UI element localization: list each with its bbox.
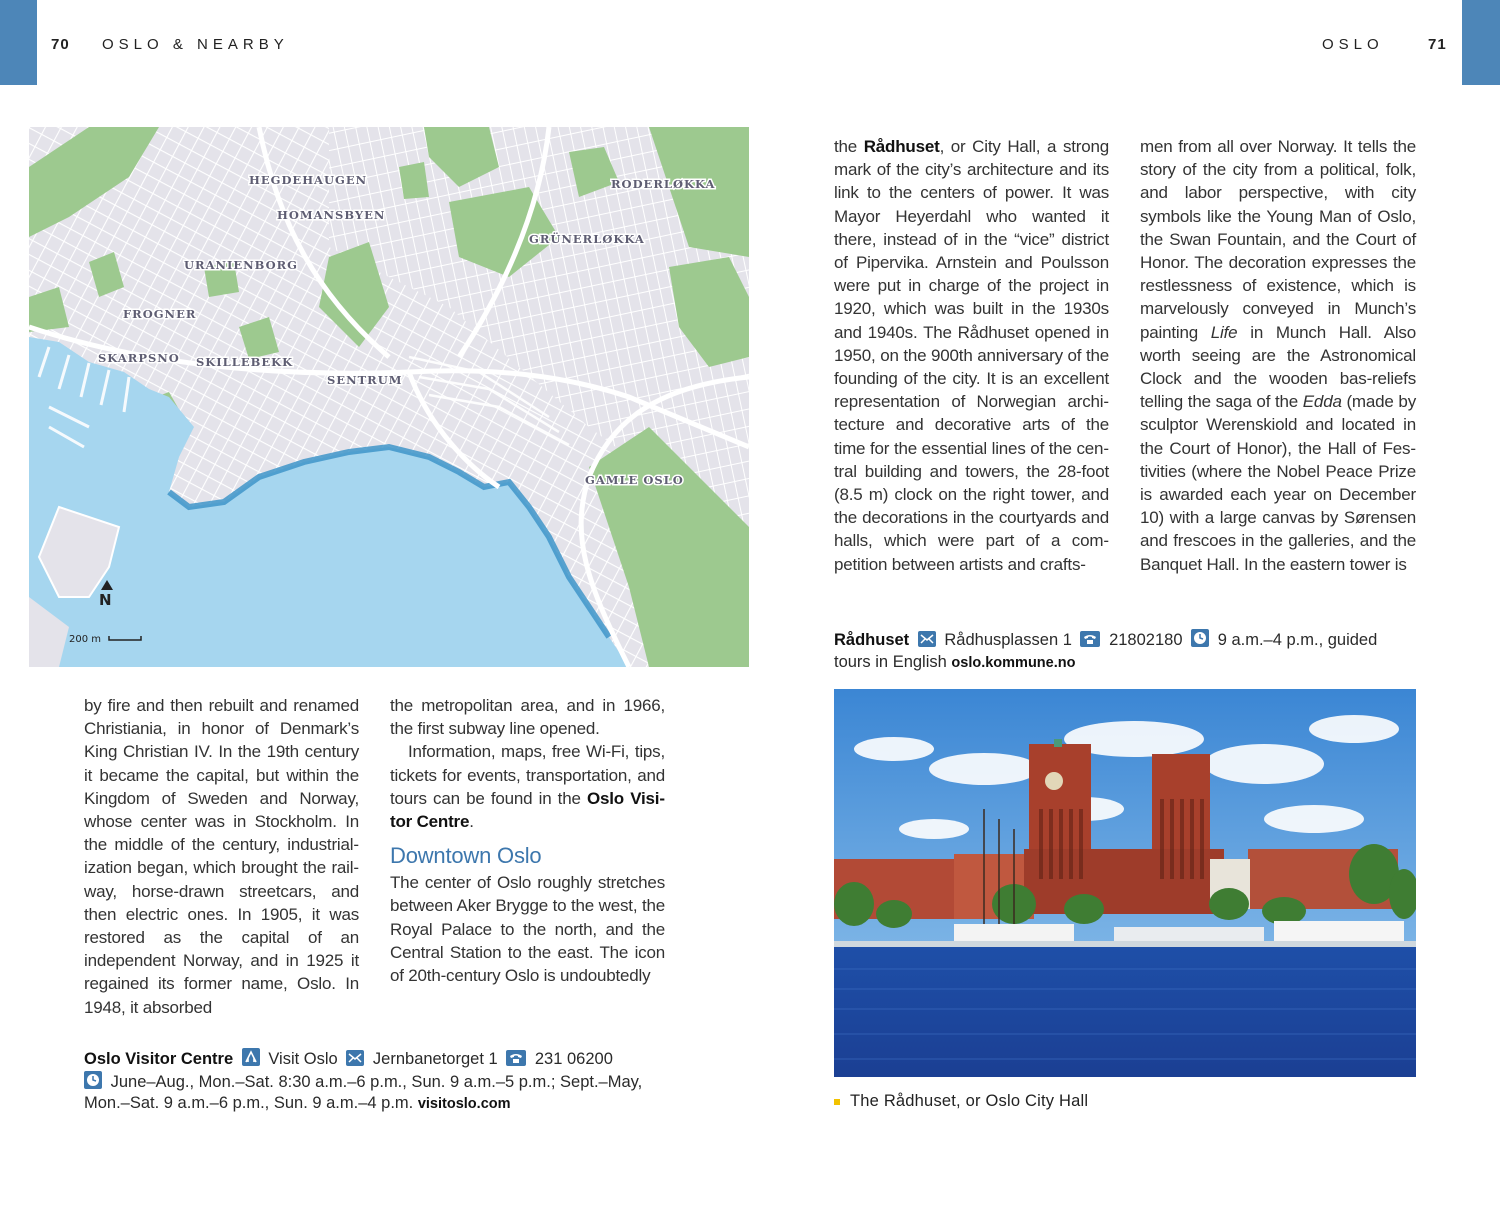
right-page-number: 71: [1428, 36, 1447, 53]
visitor-centre-website[interactable]: visitoslo.com: [417, 1096, 511, 1112]
radhuset-name: Rådhuset: [834, 631, 910, 649]
paragraph: Information, maps, free Wi-Fi, tips, tickets for events, transportation, and tours can be found in the Oslo Visitor Centre.: [390, 742, 665, 832]
right-running-head: OSLO: [1322, 36, 1384, 53]
right-page-tab: [1462, 0, 1500, 85]
visitor-centre-info: [84, 1048, 664, 1116]
caption-text: The Rådhuset, or Oslo City Hall: [850, 1092, 1089, 1110]
city-hall-photo: [834, 689, 1416, 1077]
paragraph: the Rådhuset, or City Hall, a strong mark of the city’s architecture and its link to the centers of power. It was Mayor Heyerdahl who wanted it there, instead of in the “vice” district of Pipervika. Arnstein and Poulsson were put in charge of the project in 1920, which was built in the 1930s and 1940s. The Rådhuset opened in 1950, on the 900th anniversary of the founding of the city. It is an excellent representation of Norwegian architecture and decorative arts of the time for the essential lines of the central building and towers, the 28-foot (8.5 m) clock on the right tower, and the decorations in the courtyards and halls, which were part of a competition between artists and crafts-: [834, 137, 1109, 574]
metro-icon: [242, 1048, 260, 1066]
map-label-uranienborg: URANIENBORG: [184, 258, 299, 272]
map-label-homansbyen: HOMANSBYEN: [277, 208, 386, 222]
left-page-tab: [0, 0, 37, 85]
scale-label: 200 m: [69, 634, 102, 645]
visitor-centre-name: Oslo Visitor Centre: [84, 1050, 234, 1068]
envelope-icon: [918, 631, 936, 647]
envelope-icon: [346, 1050, 364, 1066]
map-label-hegdehaugen: HEGDEHAUGEN: [249, 173, 368, 187]
telephone-icon: [506, 1050, 526, 1066]
oslo-map: [29, 127, 749, 667]
map-label-skarpsno: SKARPSNO: [98, 351, 180, 365]
paragraph: men from all over Norway. It tells the story of the city from a political, folk, and labor perspective, with city symbols like the Young Man of Oslo, the Swan Fountain, and the Court of Honor. The decoration expresses the restlessness of existence, which is marvelously conveyed in Munch’s painting Life in Munch Hall. Also worth seeing are the Astronomical Clock and the wooden bas-reliefs telling the saga of the Edda (made by sculptor Werenskiold and located in the Court of Honor), the Hall of Festivities (where the Nobel Peace Prize is awarded each year on December 10) with a large canvas by Sørensen and frescoes in the galleries, and the Banquet Hall. In the eastern tower is: [1140, 137, 1416, 574]
right-column-1: [834, 135, 1109, 576]
paragraph: by fire and then rebuilt and renamed Christiania, in honor of Denmark’s King Christian IV. In the 19th century it became the capital, but within the Kingdom of Sweden and Norway, whose center was in Stockholm. In the middle of the century, industrialization began, which brought the railway, horse-drawn streetcars, and then electric ones. In 1905, it was restored as the capital of an independent Norway, and in 1925 it regained its former name, Oslo. In 1948, it absorbed: [84, 696, 359, 1017]
radhuset-hours: 9 a.m.–4 p.m., guided tours in English: [834, 631, 1378, 671]
photo-caption: [834, 1092, 1088, 1111]
map-label-skillebekk: SKILLEBEKK: [196, 355, 294, 369]
visitor-centre-phone: 231 06200: [534, 1050, 613, 1068]
telephone-icon: [1080, 631, 1100, 647]
section-heading: Downtown Oslo: [390, 843, 542, 869]
left-column-1: [84, 694, 359, 1019]
radhuset-phone: 21802180: [1109, 631, 1183, 649]
paragraph: the metropolitan area, and in 1966, the first subway line opened.: [390, 696, 665, 739]
radhuset-info: [834, 629, 1416, 674]
left-column-2: [390, 694, 665, 987]
clock-icon: [84, 1071, 102, 1089]
radhuset-address: Rådhusplassen 1: [944, 631, 1072, 649]
visitor-centre-transit: Visit Oslo: [268, 1050, 338, 1068]
left-page-number: 70: [51, 36, 70, 53]
map-label-grunerlokka: GRÜNERLØKKA: [529, 232, 645, 246]
radhuset-website[interactable]: oslo.kommune.no: [951, 654, 1076, 671]
map-label-roderlokka: RODERLØKKA: [611, 177, 716, 191]
paragraph: The center of Oslo roughly stretches between Aker Brygge to the west, the Royal Palace to the north, and the Central Station to the east. The icon of 20th-century Oslo is undoubtedly: [390, 873, 665, 986]
north-label: N: [99, 591, 112, 609]
right-column-2: [1140, 135, 1416, 576]
visitor-centre-hours: June–Aug., Mon.–Sat. 8:30 a.m.–6 p.m., Sun. 9 a.m.–5 p.m.; Sept.–May, Mon.–Sat. 9 a.m.–6 p.m., Sun. 9 a.m.–4 p.m.: [84, 1072, 643, 1112]
visitor-centre-address: Jernbanetorget 1: [372, 1050, 498, 1068]
map-label-sentrum: SENTRUM: [327, 373, 403, 387]
map-label-frogner: FROGNER: [123, 307, 197, 321]
left-running-head: OSLO & NEARBY: [102, 36, 289, 53]
caption-bullet: [834, 1099, 840, 1105]
map-label-gamle-oslo: GAMLE OSLO: [585, 473, 684, 487]
clock-icon: [1191, 629, 1209, 647]
